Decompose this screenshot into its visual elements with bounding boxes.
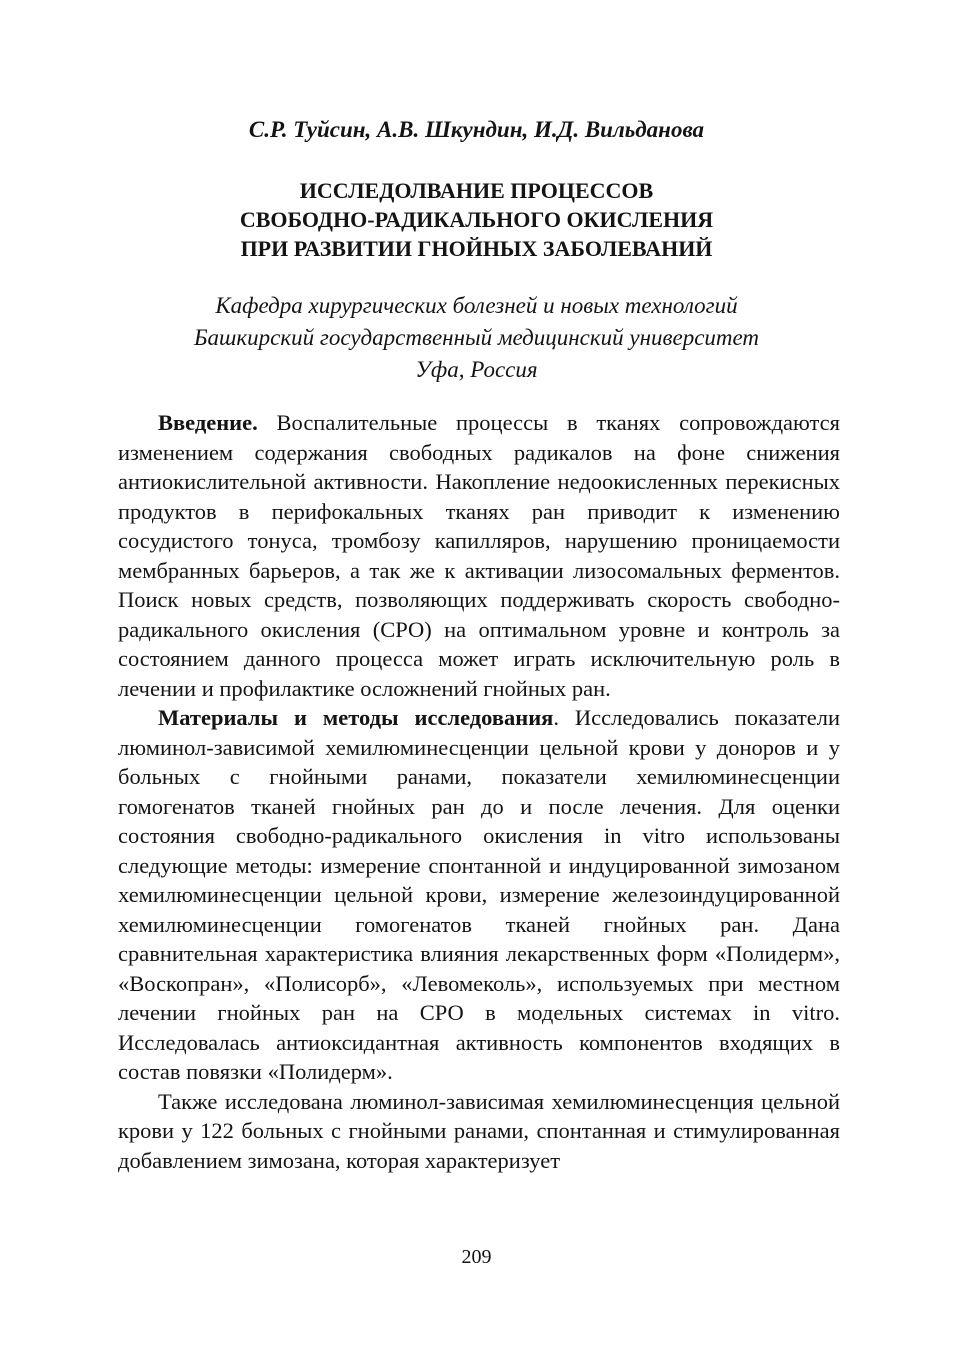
title-line: ИССЛЕДОЛВАНИЕ ПРОЦЕССОВ <box>299 178 654 203</box>
affiliation-university: Башкирский государственный медицинский университет <box>193 325 760 350</box>
paragraph-introduction <box>118 408 840 703</box>
title-line: ПРИ РАЗВИТИИ ГНОЙНЫХ ЗАБОЛЕВАНИЙ <box>240 236 713 261</box>
affiliation-department: Кафедра хирургических болезней и новых технологий <box>215 293 738 318</box>
authors: С.Р. Туйсин, А.В. Шкундин, И.Д. Вильданова <box>248 117 705 142</box>
paragraph-continuation <box>118 1087 840 1176</box>
affiliation <box>0 290 953 386</box>
title-line: СВОБОДНО-РАДИКАЛЬНОГО ОКИСЛЕНИЯ <box>239 207 714 232</box>
paragraph-text: Воспалительные процессы в тканях сопровождаются изменением содержания свободных радикалов на фоне снижения антиокислительной активности. Накопление недоокисленных перекисных продуктов в перифокальных тканях ран приводит к изменению сосудистого тонуса, тромбозу капилляров, нарушению проницаемости мембранных барьеров, а так же к активации лизосомальных ферментов. Поиск новых средств, позволяющих поддерживать скорость свободно-радикального окисления (СРО) на оптимальном уровне и контроль за состоянием данного процесса может играть исключительную роль в лечении и профилактике осложнений гнойных ран. <box>118 410 840 701</box>
paragraph-heading: Введение. <box>158 410 258 435</box>
body-text <box>118 408 840 1175</box>
article-title <box>0 176 953 263</box>
page-number: 209 <box>461 1246 492 1268</box>
paragraph-text: . Исследовались показатели люминол-зависимой хемилюминесценции цельной крови у доноров и у больных с гнойными ранами, показатели хемилюминесценции гомогенатов тканей гнойных ран до и после лечения. Для оценки состояния свободно-радикального окисления in vitro использованы следующие методы: измерение спонтанной и индуцированной зимозаном хемилюминесценции цельной крови, измерение железоиндуцированной хемилюминесценции гомогенатов тканей гнойных ран. Дана сравнительная характеристика влияния лекарственных форм «Полидерм», «Воскопран», «Полисорб», «Левомеколь», используемых при местном лечении гнойных ран на СРО в модельных системах in vitro. Исследовалась антиоксидантная активность компонентов входящих в состав повязки «Полидерм». <box>118 705 840 1084</box>
affiliation-location: Уфа, Россия <box>415 357 538 382</box>
paragraph-text: Также исследована люминол-зависимая хемилюминесценция цельной крови у 122 больных с гнойными ранами, спонтанная и стимулированная добавлением зимозана, которая характеризует <box>118 1088 840 1173</box>
paragraph-heading: Материалы и методы исследования <box>158 705 554 730</box>
paragraph-methods <box>118 703 840 1087</box>
